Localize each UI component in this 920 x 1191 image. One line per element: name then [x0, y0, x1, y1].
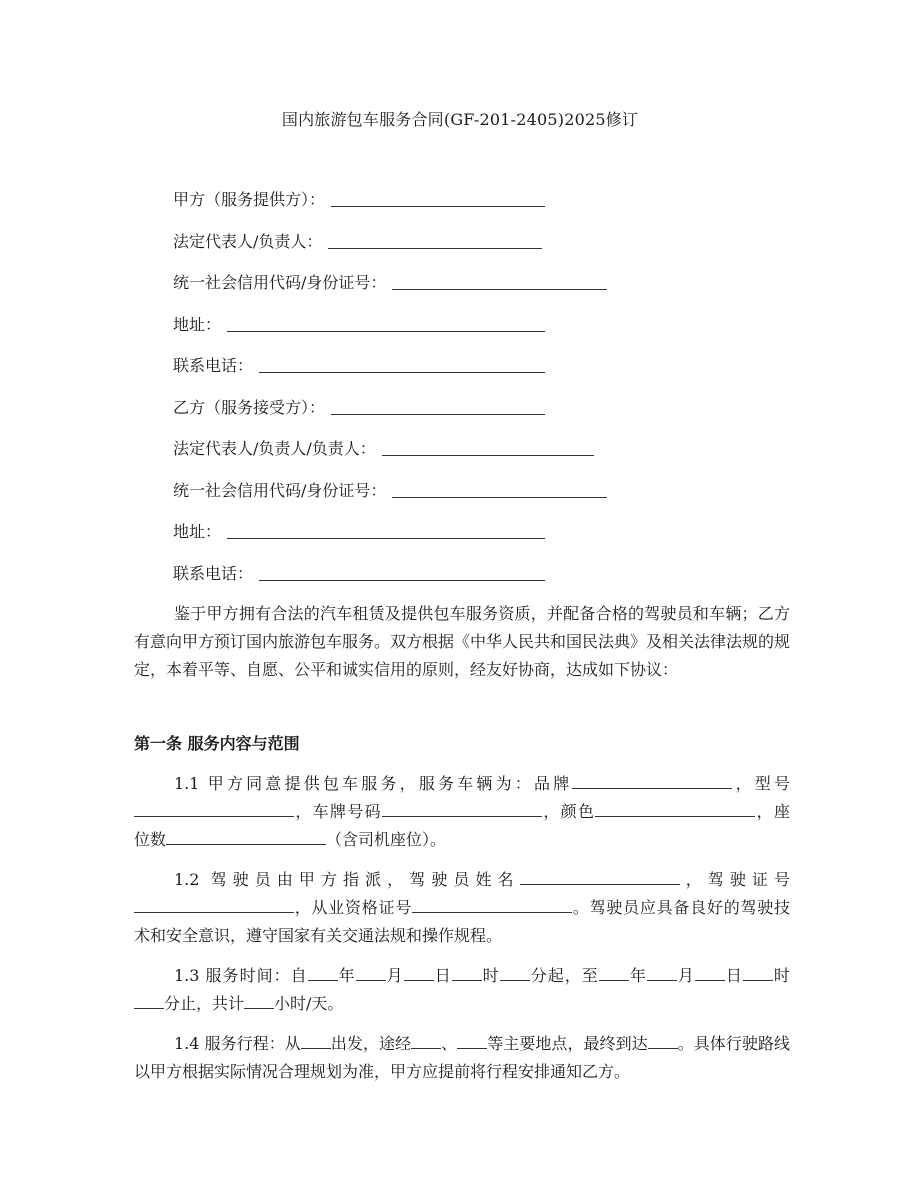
day-label-1: 日: [433, 966, 452, 985]
start-day-blank[interactable]: [404, 963, 434, 981]
minute-start-label: 分起，至: [529, 966, 599, 985]
end-day-blank[interactable]: [695, 963, 725, 981]
clause-1-2: [134, 866, 790, 950]
clause-1-4-text-c: 、: [441, 1034, 458, 1053]
clause-1-2-text-d: 。驾驶员应具备良好的驾驶技术和安全意识，遵守国家有关交通法规和操作规程。: [134, 898, 790, 945]
party-a-address-blank[interactable]: [227, 314, 545, 332]
destination-blank[interactable]: [648, 1031, 678, 1049]
party-a-address-field: [173, 314, 793, 356]
clause-1-1-paragraph: [134, 770, 790, 854]
party-b-phone-field: [173, 563, 793, 605]
party-b-phone-label: 联系电话：: [173, 563, 254, 583]
clause-1-1-text-f: （含司机座位）。: [326, 830, 447, 849]
party-b-address-blank[interactable]: [227, 521, 545, 539]
document-title: 国内旅游包车服务合同(GF-201-2405)2025修订: [281, 110, 639, 129]
clause-1-4-text-d: 等主要地点，最终到达: [487, 1034, 648, 1053]
departure-blank[interactable]: [301, 1031, 331, 1049]
clause-1-4-text-b: 出发，途经: [330, 1034, 412, 1053]
waypoint-2-blank[interactable]: [457, 1031, 487, 1049]
party-b-phone-blank[interactable]: [259, 563, 545, 581]
start-year-blank[interactable]: [308, 963, 338, 981]
article-1-section: [134, 733, 790, 755]
clause-1-1-text-d: ，颜色: [541, 802, 596, 821]
party-b-credit-field: [173, 480, 793, 522]
model-blank[interactable]: [134, 799, 294, 817]
party-info-fields: [173, 189, 793, 604]
duration-blank[interactable]: [244, 991, 274, 1009]
month-label-1: 月: [385, 966, 404, 985]
clause-1-4-text-a: 1.4 服务行程：从: [174, 1034, 301, 1053]
party-b-name-field: [173, 397, 793, 439]
party-a-rep-field: [173, 231, 793, 273]
clause-1-2-text-b: ，驾驶证号: [679, 870, 790, 889]
clause-1-1-text-e: ，座位数: [134, 802, 790, 849]
preamble-section: [134, 600, 790, 684]
duration-unit-label: 小时/天。: [274, 994, 344, 1013]
clause-1-2-paragraph: [134, 866, 790, 950]
party-b-rep-label: 法定代表人/负责人/负责人：: [173, 439, 376, 458]
start-minute-blank[interactable]: [500, 963, 530, 981]
color-blank[interactable]: [595, 799, 755, 817]
clause-1-4-paragraph: [134, 1030, 790, 1086]
party-b-address-label: 地址：: [173, 522, 222, 541]
party-a-phone-field: [173, 355, 793, 397]
brand-blank[interactable]: [572, 771, 732, 789]
hour-label-1: 时: [481, 966, 500, 985]
clause-1-3: [134, 962, 790, 1018]
driver-name-blank[interactable]: [520, 867, 680, 885]
clause-1-1-text-a: 1.1 甲方同意提供包车服务，服务车辆为：品牌: [174, 774, 573, 793]
clause-1-1-text-c: ，车牌号码: [294, 802, 382, 821]
party-a-address-label: 地址：: [173, 314, 222, 334]
party-a-name-field: [173, 189, 793, 231]
waypoint-1-blank[interactable]: [411, 1031, 441, 1049]
party-a-credit-field: [173, 272, 793, 314]
party-a-name-blank[interactable]: [331, 189, 545, 207]
clause-1-4-text-e: 。具体行驶路线以甲方根据实际情况合理规划为准，甲方应提前将行程安排通知乙方。: [134, 1034, 790, 1081]
start-hour-blank[interactable]: [452, 963, 482, 981]
party-b-rep-field: [173, 438, 793, 480]
seat-count-blank[interactable]: [166, 827, 326, 845]
clause-1-3-text-a: 1.3 服务时间：自: [174, 966, 308, 985]
clause-1-4: [134, 1030, 790, 1086]
year-label-2: 年: [628, 966, 647, 985]
party-a-credit-blank[interactable]: [392, 272, 607, 290]
plate-number-blank[interactable]: [382, 799, 542, 817]
end-year-blank[interactable]: [599, 963, 629, 981]
party-b-address-field: [173, 521, 793, 563]
party-a-label: 甲方（服务提供方）：: [173, 190, 326, 209]
qualification-number-blank[interactable]: [412, 895, 572, 913]
month-label-2: 月: [676, 966, 695, 985]
year-label-1: 年: [337, 966, 356, 985]
clause-1-2-text-c: ，从业资格证号: [294, 898, 413, 917]
party-b-rep-blank[interactable]: [382, 438, 594, 456]
party-b-credit-blank[interactable]: [392, 480, 607, 498]
clause-1-1-text-b: ，型号: [732, 774, 790, 793]
party-a-phone-label: 联系电话：: [173, 356, 254, 375]
end-month-blank[interactable]: [647, 963, 677, 981]
end-hour-blank[interactable]: [743, 963, 773, 981]
party-b-name-blank[interactable]: [331, 397, 545, 415]
party-a-phone-blank[interactable]: [259, 355, 545, 373]
preamble-paragraph: 鉴于甲方拥有合法的汽车租赁及提供包车服务资质，并配备合格的驾驶员和车辆；乙方有意向甲方预订国内旅游包车服务。双方根据《中华人民共和国民法典》及相关法律法规的规定，本着平等、自愿、公平和诚实信用的原则，经友好协商，达成如下协议：: [134, 604, 791, 679]
hour-label-2: 时: [772, 966, 790, 985]
party-a-rep-label: 法定代表人/负责人：: [173, 231, 323, 251]
clause-1-1: [134, 770, 790, 854]
end-minute-blank[interactable]: [134, 991, 164, 1009]
party-a-credit-label: 统一社会信用代码/身份证号：: [173, 273, 387, 292]
party-a-rep-blank[interactable]: [328, 231, 542, 249]
article-1-heading: 第一条 服务内容与范围: [134, 734, 300, 753]
day-label-2: 日: [724, 966, 743, 985]
minute-end-label: 分止，共计: [164, 994, 245, 1013]
party-b-credit-label: 统一社会信用代码/身份证号：: [173, 480, 387, 500]
clause-1-2-text-a: 1.2 驾驶员由甲方指派，驾驶员姓名: [174, 870, 520, 889]
license-number-blank[interactable]: [134, 895, 294, 913]
party-b-label: 乙方（服务接受方）：: [173, 397, 326, 417]
start-month-blank[interactable]: [356, 963, 386, 981]
clause-1-3-paragraph: [134, 962, 790, 1018]
